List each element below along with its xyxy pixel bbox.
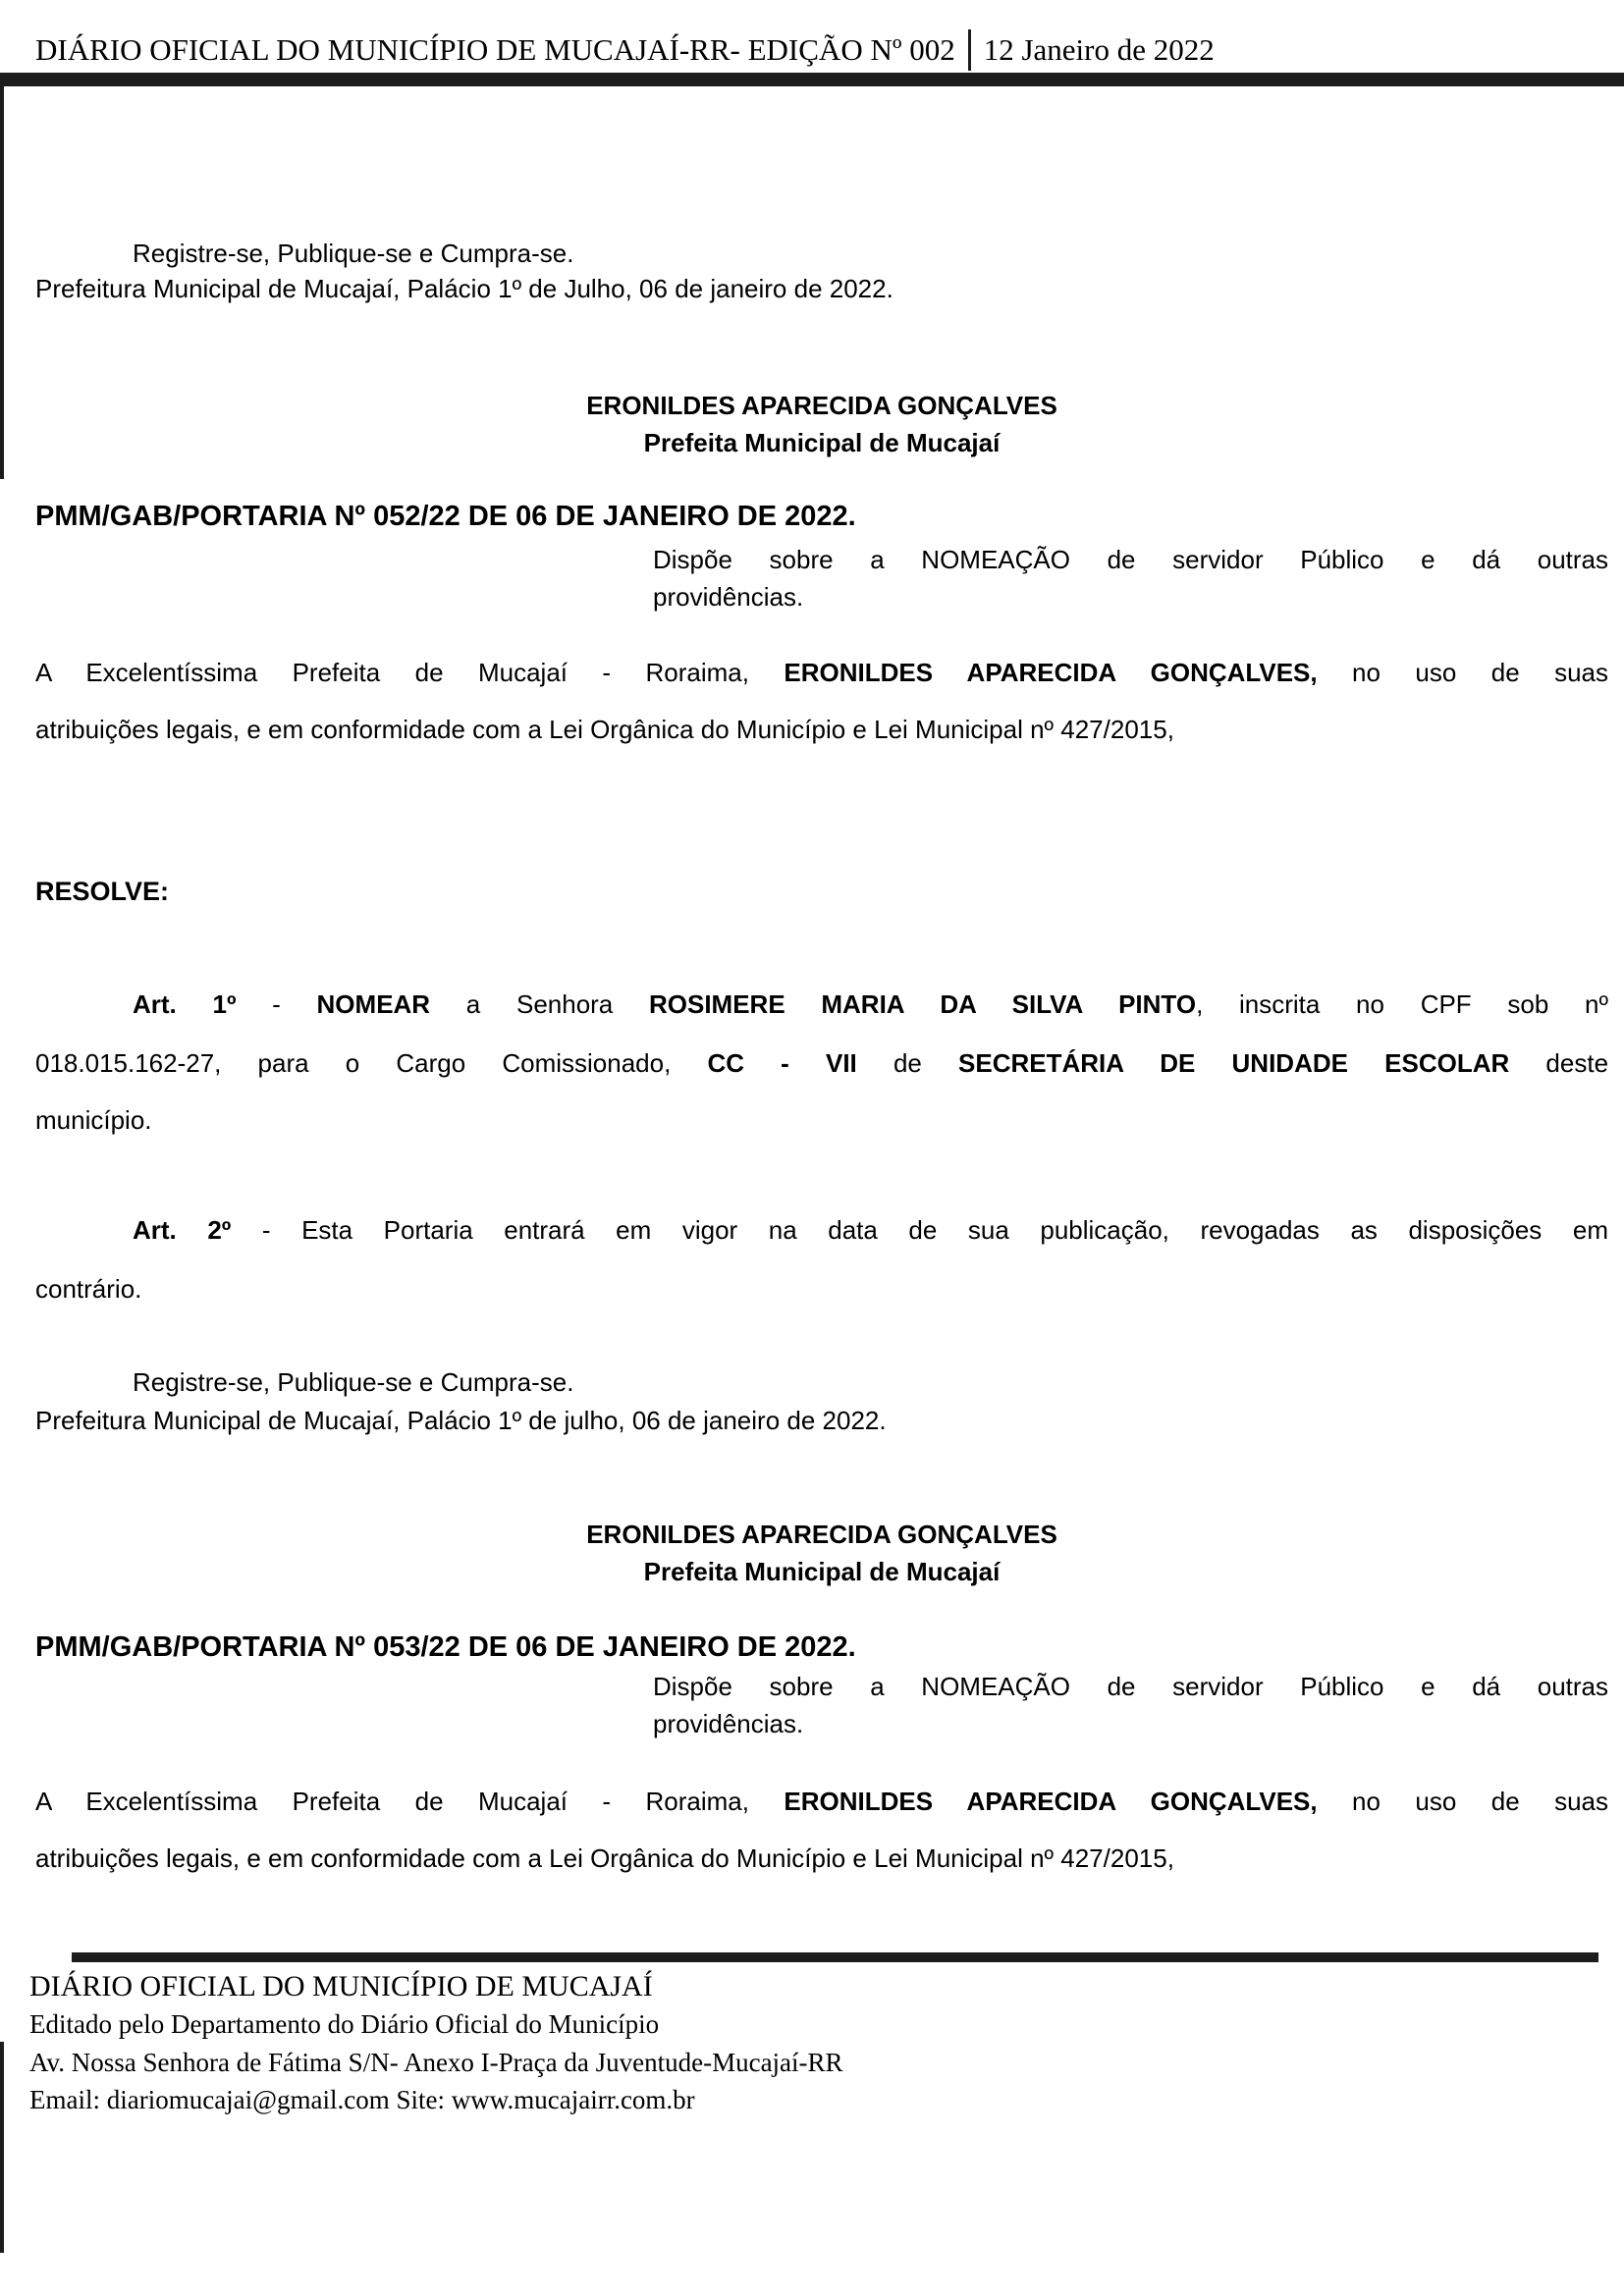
article1-line1: Art. 1º - NOMEAR a Senhora ROSIMERE MARIA DA SILVA PINTO, inscrita no CPF sob nº bbox=[133, 989, 1608, 1019]
portaria1-title: PMM/GAB/PORTARIA Nº 052/22 DE 06 DE JANEIRO DE 2022. bbox=[35, 501, 856, 532]
masthead bbox=[35, 29, 1614, 71]
scan-edge-artifact-top bbox=[0, 86, 4, 479]
closing1-line1: Registre-se, Publique-se e Cumpra-se. bbox=[133, 1367, 574, 1397]
portaria1-ementa-line2: providências. bbox=[653, 582, 804, 612]
portaria2-preamble-line1: A Excelentíssima Prefeita de Mucajaí - Roraima, ERONILDES APARECIDA GONÇALVES, no uso de suas bbox=[35, 1787, 1608, 1816]
portaria1-preamble-line2: atribuições legais, e em conformidade com a Lei Orgânica do Município e Lei Municipal nº 427/2015, bbox=[35, 715, 1174, 744]
signature2-role: Prefeita Municipal de Mucajaí bbox=[643, 1557, 1001, 1586]
portaria1-ementa-line1: Dispõe sobre a NOMEAÇÃO de servidor Público e dá outras bbox=[653, 545, 1608, 574]
portaria2-ementa-line2: providências. bbox=[653, 1709, 804, 1738]
portaria2-ementa-line1: Dispõe sobre a NOMEAÇÃO de servidor Público e dá outras bbox=[653, 1672, 1608, 1701]
closing-top-line2: Prefeitura Municipal de Mucajaí, Palácio 1º de Julho, 06 de janeiro de 2022. bbox=[35, 274, 893, 303]
footer-contact: Email: diariomucajai@gmail.com Site: www.mucajairr.com.br bbox=[29, 2085, 695, 2114]
resolve-heading: RESOLVE: bbox=[35, 877, 170, 906]
masthead-date-text: 12 Janeiro de 2022 bbox=[983, 32, 1215, 67]
footer-address: Av. Nossa Senhora de Fátima S/N- Anexo I-Praça da Juventude-Mucajaí-RR bbox=[29, 2048, 843, 2077]
signature2-name: ERONILDES APARECIDA GONÇALVES bbox=[586, 1520, 1057, 1549]
masthead-left-text: DIÁRIO OFICIAL DO MUNICÍPIO DE MUCAJAÍ-RR- EDIÇÃO Nº 002 bbox=[35, 32, 955, 67]
footer-edited-by: Editado pelo Departamento do Diário Oficial do Município bbox=[29, 2009, 660, 2039]
portaria2-title: PMM/GAB/PORTARIA Nº 053/22 DE 06 DE JANEIRO DE 2022. bbox=[35, 1631, 856, 1663]
footer-title: DIÁRIO OFICIAL DO MUNICÍPIO DE MUCAJAÍ bbox=[29, 1970, 653, 2002]
closing-top-line1: Registre-se, Publique-se e Cumpra-se. bbox=[133, 239, 574, 268]
scan-edge-artifact-bottom bbox=[0, 2042, 4, 2253]
signature1-name: ERONILDES APARECIDA GONÇALVES bbox=[586, 391, 1057, 420]
masthead-divider-icon bbox=[968, 29, 971, 71]
header-rule-bar bbox=[0, 73, 1624, 86]
article1-line2: 018.015.162-27, para o Cargo Comissionado, CC - VII de SECRETÁRIA DE UNIDADE ESCOLAR deste bbox=[35, 1048, 1609, 1078]
portaria1-preamble-line1: A Excelentíssima Prefeita de Mucajaí - Roraima, ERONILDES APARECIDA GONÇALVES, no uso de suas bbox=[35, 658, 1608, 687]
closing1-line2: Prefeitura Municipal de Mucajaí, Palácio 1º de julho, 06 de janeiro de 2022. bbox=[35, 1406, 887, 1435]
article2-line1: Art. 2º - Esta Portaria entrará em vigor na data de sua publicação, revogadas as disposições em bbox=[133, 1215, 1608, 1245]
footer-rule-bar bbox=[72, 1952, 1598, 1962]
article1-line3: município. bbox=[35, 1105, 152, 1135]
portaria2-preamble-line2: atribuições legais, e em conformidade com a Lei Orgânica do Município e Lei Municipal nº 427/2015, bbox=[35, 1843, 1174, 1873]
signature1-role: Prefeita Municipal de Mucajaí bbox=[643, 428, 1001, 457]
article2-line2: contrário. bbox=[35, 1274, 142, 1304]
